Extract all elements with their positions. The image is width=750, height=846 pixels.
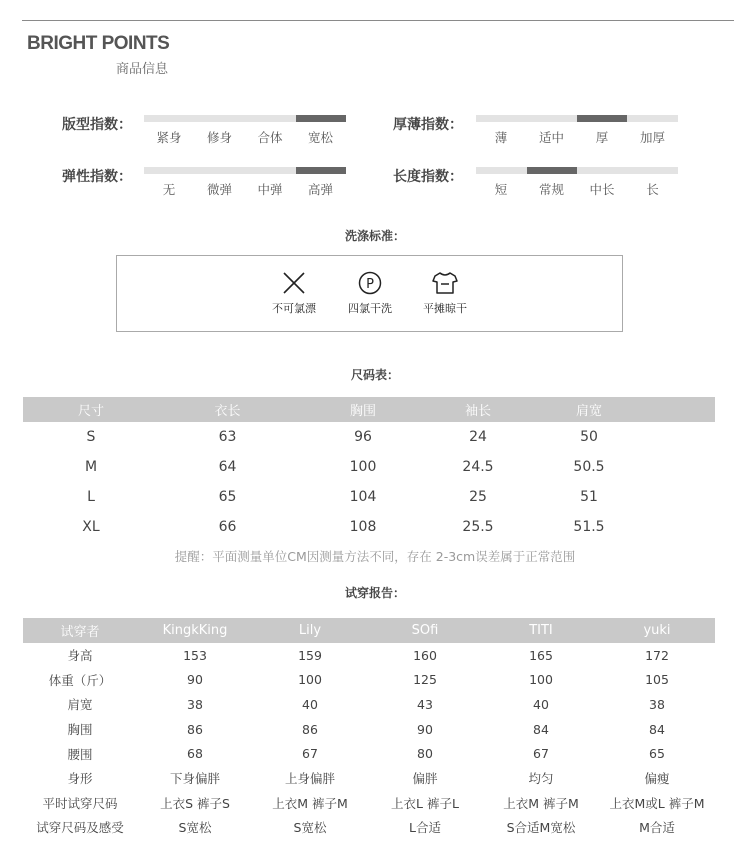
size-cell: 51 [580, 489, 598, 505]
size-cell: 25.5 [462, 519, 494, 535]
size-header-cell: 袖长 [430, 397, 526, 422]
try-on-cell: 86 [187, 721, 203, 737]
table-row [23, 692, 715, 717]
size-cell: L [87, 489, 95, 505]
try-on-cell: 身高 [67, 648, 93, 664]
try-on-cell: 84 [533, 721, 549, 737]
try-on-cell: 下身偏胖 [169, 771, 220, 787]
size-note: 提醒：平面测量单位CM因测量方法不同，存在 2-3cm误差属于正常范围 [174, 549, 576, 564]
try-on-cell: S宽松 [293, 820, 327, 836]
try-on-cell: 67 [302, 746, 318, 762]
wash-instructions-box [116, 255, 623, 332]
try-on-cell: 胸围 [67, 722, 93, 738]
try-on-cell: 上衣S 裤子S [160, 795, 230, 811]
try-on-cell: 肩宽 [67, 697, 93, 713]
size-cell: 50.5 [573, 459, 605, 475]
size-cell: 63 [218, 429, 237, 445]
size-header-cell: 肩宽 [526, 397, 652, 422]
size-cell: 65 [218, 489, 237, 505]
size-cell: 51.5 [573, 519, 605, 535]
table-row [23, 766, 715, 791]
table-row [23, 741, 715, 766]
index-option-label: 长 [646, 182, 659, 197]
try-on-cell: M合适 [639, 820, 675, 836]
try-on-title: 试穿报告： [344, 586, 405, 600]
index-scale-bar [144, 167, 346, 174]
index-option-label: 短 [494, 182, 508, 197]
size-header-cell: 尺寸 [23, 397, 159, 422]
try-on-cell: 90 [187, 672, 203, 688]
try-on-header-cell: yuki [599, 618, 715, 643]
table-row [23, 512, 715, 542]
index-option-label: 微弹 [206, 182, 232, 197]
try-on-cell: 153 [183, 647, 207, 663]
index-option-label: 高弹 [307, 182, 333, 197]
try-on-cell: 身形 [67, 771, 93, 787]
index-option-label: 紧身 [156, 130, 182, 145]
size-header-cell: 胸围 [296, 397, 430, 422]
svg-text:P: P [366, 277, 374, 292]
size-chart-title: 尺码表： [350, 368, 399, 382]
brand-title: BRIGHT POINTS [27, 33, 170, 54]
table-row [23, 643, 715, 668]
dry-flat-shirt-icon [431, 270, 459, 296]
table-row [23, 452, 715, 482]
size-cell: 108 [349, 519, 377, 535]
try-on-cell: 38 [187, 696, 203, 712]
wash-label: 不可氯漂 [272, 302, 316, 315]
index-label: 弹性指数： [62, 169, 132, 185]
try-on-cell: 上衣M 裤子M [272, 795, 348, 811]
no-bleach-icon [281, 270, 307, 296]
try-on-header-cell: Lily [253, 618, 367, 643]
try-on-header-cell: KingkKing [137, 618, 253, 643]
size-cell: 25 [469, 489, 487, 505]
try-on-cell: 68 [187, 746, 203, 762]
try-on-cell: 105 [645, 672, 669, 688]
size-cell: 66 [218, 519, 237, 535]
index-scale-bar [476, 167, 678, 174]
table-row [23, 482, 715, 512]
try-on-cell: L合适 [409, 820, 441, 836]
index-option-label: 厚 [595, 130, 609, 145]
index-options [144, 128, 346, 146]
try-on-cell: 90 [417, 721, 433, 737]
index-selected-segment [577, 115, 627, 122]
try-on-cell: 偏胖 [412, 771, 438, 787]
wash-label: 四氯干洗 [348, 302, 392, 315]
index-option-label: 适中 [538, 130, 564, 145]
try-on-header-cell: 试穿者 [23, 618, 137, 643]
size-cell: 64 [218, 459, 237, 475]
try-on-cell: 159 [298, 647, 322, 663]
try-on-cell: 165 [529, 647, 553, 663]
size-chart-table [23, 397, 715, 542]
try-on-cell: 65 [649, 746, 665, 762]
try-on-cell: 84 [649, 721, 665, 737]
size-cell: 104 [349, 489, 377, 505]
table-row [23, 791, 715, 816]
index-label: 版型指数： [62, 117, 132, 133]
size-chart-header-row [23, 397, 715, 422]
try-on-table [23, 618, 715, 840]
index-option-label: 无 [162, 182, 176, 197]
try-on-cell: 40 [302, 696, 318, 712]
try-on-cell: 160 [413, 647, 437, 663]
index-option-label: 中弹 [257, 182, 283, 197]
try-on-cell: 均匀 [528, 771, 554, 787]
wash-label: 平摊晾干 [423, 302, 467, 315]
try-on-header-cell: SOfi [367, 618, 483, 643]
wash-item-no-bleach [259, 270, 329, 316]
index-selected-segment [296, 115, 346, 122]
index-option-label: 合体 [257, 130, 283, 145]
try-on-cell: 100 [529, 672, 553, 688]
size-cell: 50 [580, 429, 598, 445]
try-on-cell: 80 [417, 746, 433, 762]
try-on-cell: 43 [417, 696, 433, 712]
wash-item-dry-flat [410, 270, 480, 316]
index-option-label: 中长 [589, 182, 615, 197]
index-options [144, 180, 346, 198]
size-cell: M [84, 459, 98, 475]
index-option-label: 修身 [206, 130, 232, 145]
table-row [23, 422, 715, 452]
try-on-cell: 67 [533, 746, 549, 762]
index-label: 长度指数： [393, 169, 463, 185]
index-scale-bar [476, 115, 678, 122]
try-on-cell: 偏瘦 [644, 771, 670, 787]
try-on-cell: 试穿尺码及感受 [36, 820, 124, 836]
try-on-cell: 平时试穿尺码 [42, 795, 118, 811]
try-on-cell: 86 [302, 721, 318, 737]
size-cell: S [86, 429, 96, 445]
wash-item-dry-clean [335, 270, 405, 316]
size-cell: 24.5 [462, 459, 494, 475]
index-option-label: 薄 [494, 130, 508, 145]
index-selected-segment [527, 167, 577, 174]
try-on-cell: 体重（斤） [48, 672, 112, 688]
index-option-label: 宽松 [307, 130, 333, 145]
index-option-label: 常规 [538, 182, 564, 197]
try-on-cell: 40 [533, 696, 549, 712]
table-row [23, 668, 715, 693]
try-on-cell: 100 [298, 672, 322, 688]
size-cell: XL [82, 519, 100, 535]
table-row [23, 815, 715, 840]
size-cell: 100 [349, 459, 377, 475]
brand-subtitle: 商品信息 [116, 62, 169, 77]
size-cell: 96 [354, 429, 372, 445]
try-on-cell: 上衣M 裤子M [503, 795, 579, 811]
dry-clean-p-icon [357, 270, 383, 296]
try-on-cell: S宽松 [178, 820, 212, 836]
wash-title: 洗涤标准： [344, 229, 405, 243]
size-header-cell: 衣长 [159, 397, 296, 422]
index-scale-bar [144, 115, 346, 122]
index-options [476, 180, 678, 198]
try-on-cell: 172 [645, 647, 669, 663]
try-on-header-row [23, 618, 715, 643]
try-on-cell: 上身偏胖 [284, 771, 335, 787]
try-on-cell: 上衣M或L 裤子M [609, 795, 705, 811]
try-on-header-cell: TITI [483, 618, 599, 643]
try-on-cell: S合适M宽松 [506, 820, 576, 836]
index-options [476, 128, 678, 146]
try-on-cell: 上衣L 裤子L [391, 795, 459, 811]
size-cell: 24 [469, 429, 487, 445]
try-on-cell: 125 [413, 672, 437, 688]
try-on-cell: 腰围 [67, 746, 93, 762]
try-on-cell: 38 [649, 696, 665, 712]
top-divider [22, 20, 734, 21]
index-selected-segment [296, 167, 346, 174]
index-option-label: 加厚 [639, 130, 665, 145]
index-label: 厚薄指数： [393, 117, 463, 133]
table-row [23, 717, 715, 742]
